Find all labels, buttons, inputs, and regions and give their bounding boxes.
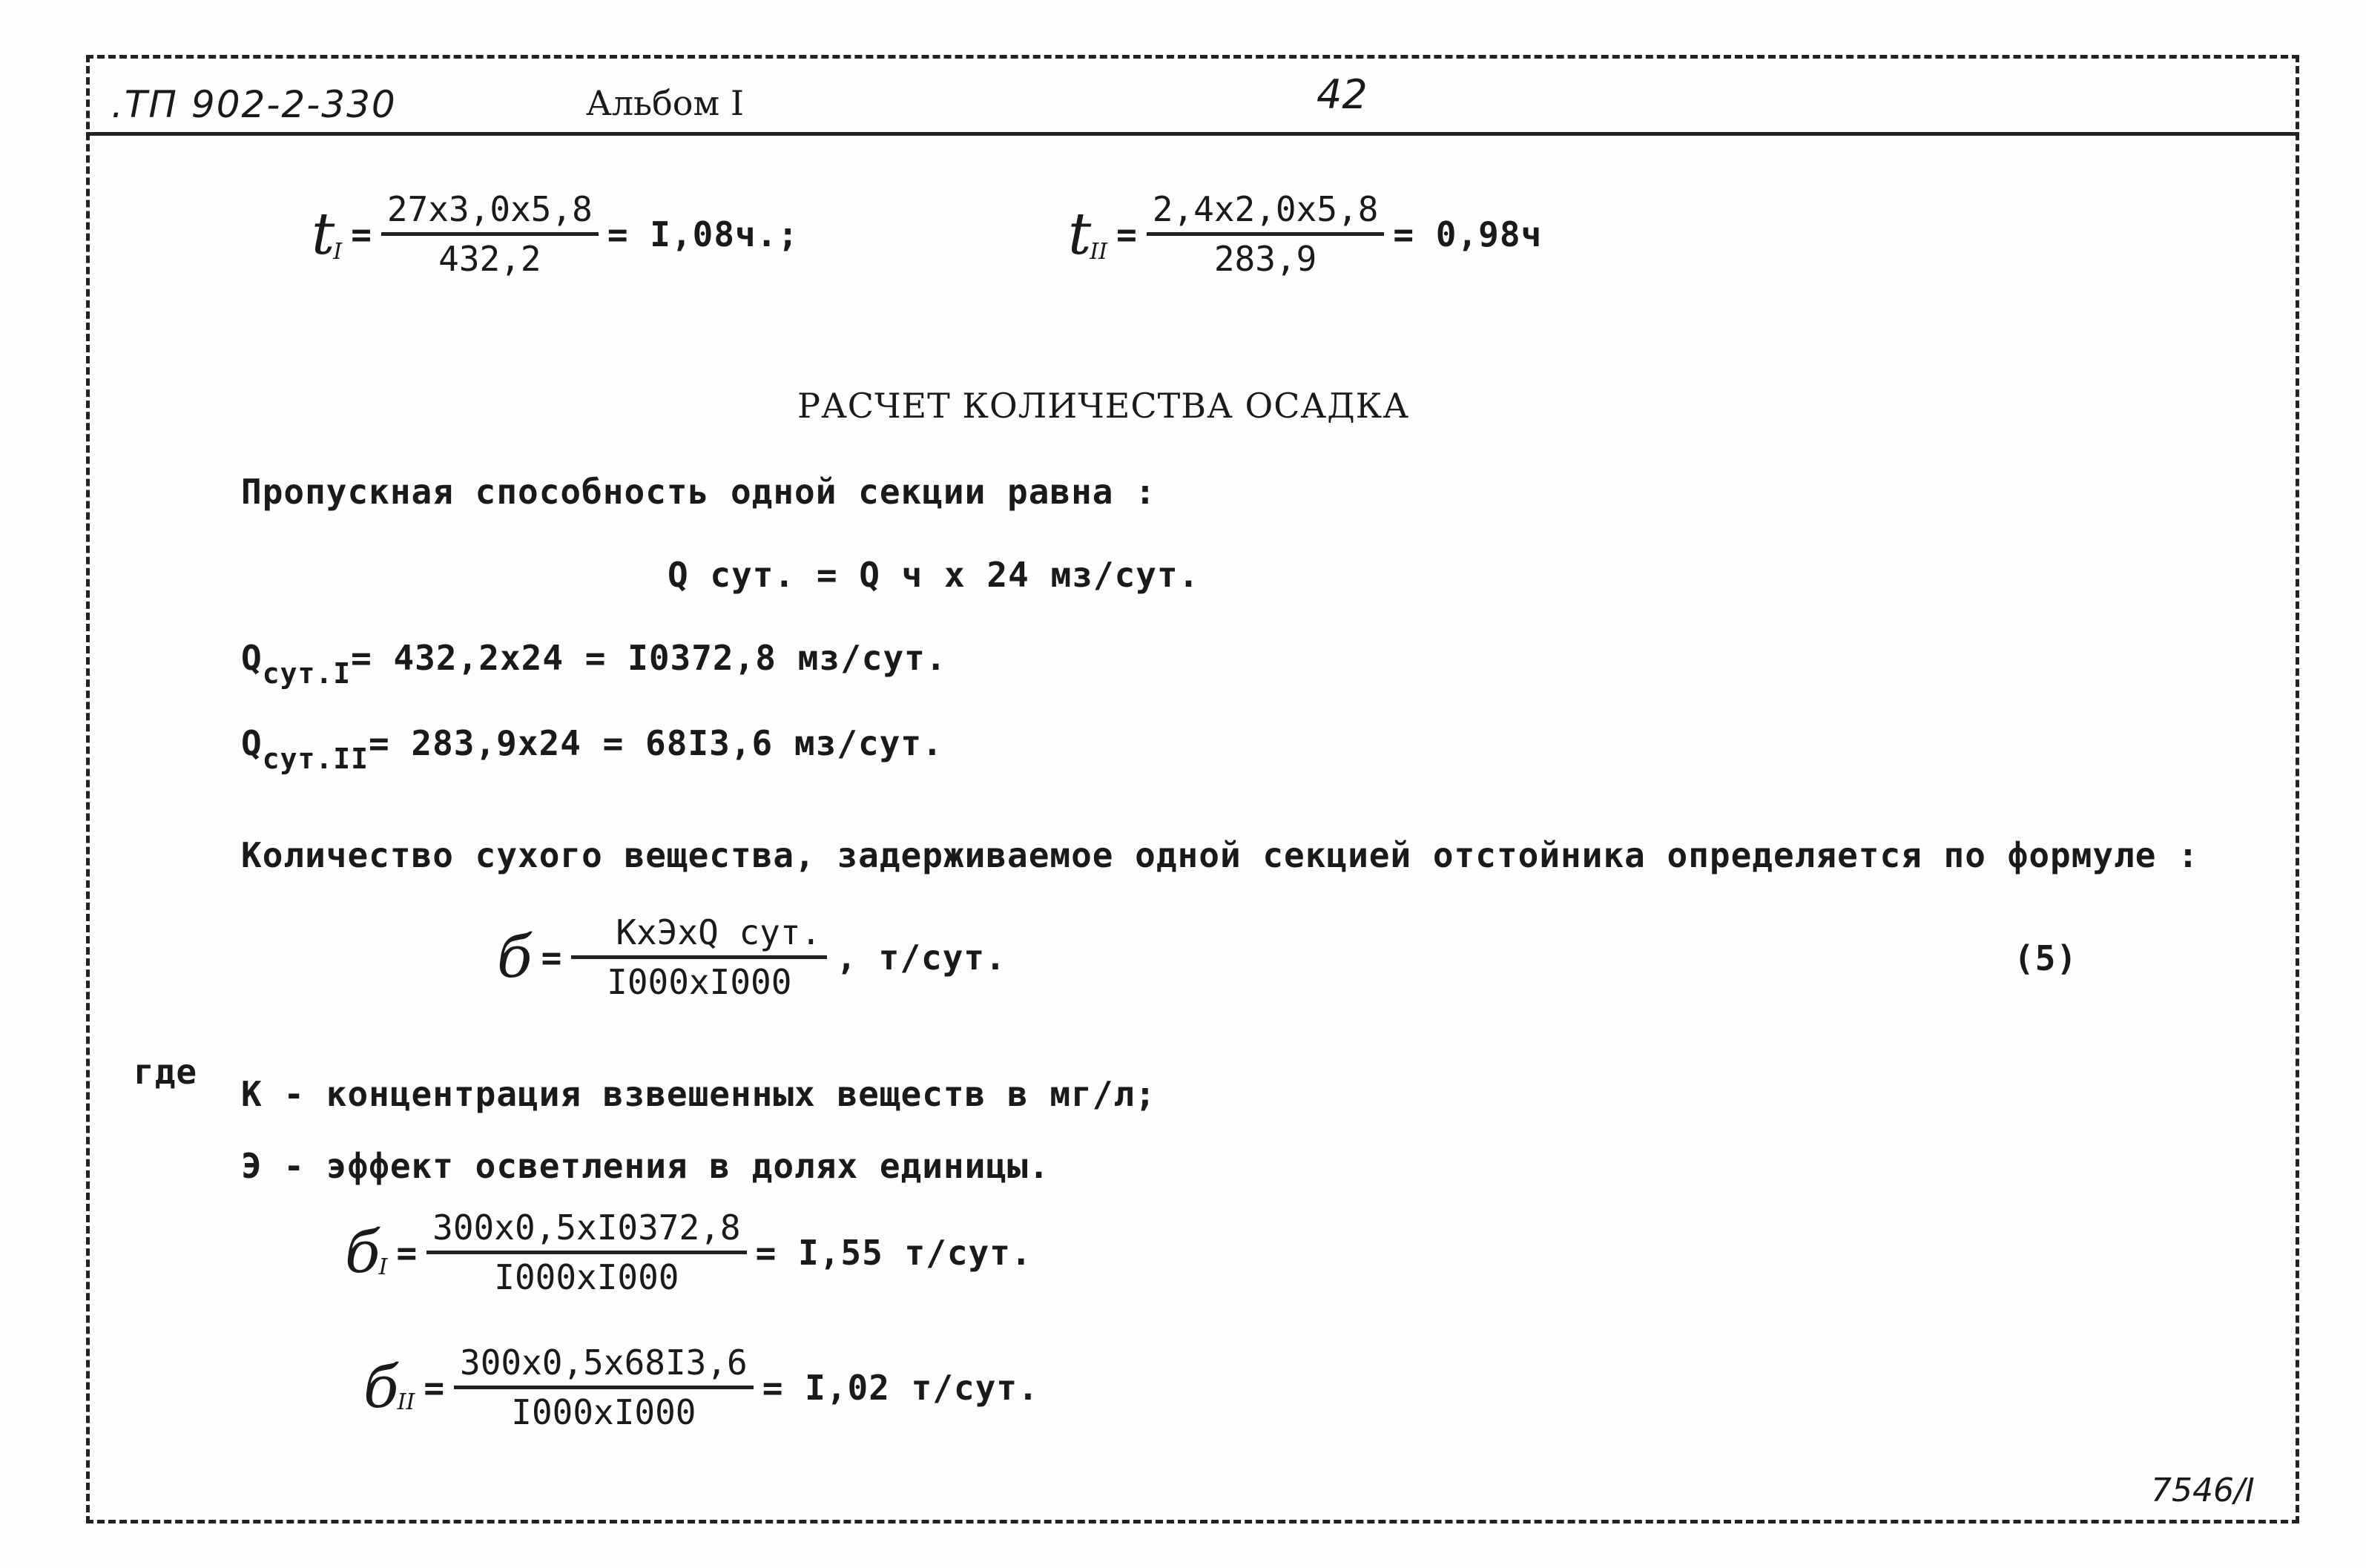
formula5-fraction xyxy=(571,912,827,1002)
t2-result: = 0,98ч xyxy=(1393,214,1543,254)
sigma2-fraction xyxy=(454,1343,754,1432)
sigma1-denominator: I000xI000 xyxy=(494,1257,679,1297)
t1-numerator: 27x3,0x5,8 xyxy=(381,189,599,236)
album-label: Альбом I xyxy=(586,83,745,123)
sigma2-subscript: II xyxy=(397,1389,415,1415)
sigma1-subscript: I xyxy=(378,1254,388,1280)
t2-denominator: 283,9 xyxy=(1213,239,1317,279)
where-label: где xyxy=(134,1052,198,1092)
formula-5: б = $\frac{\text{КхЭхQ сут.}}{I000xI000}$ , т/сут. xyxy=(497,912,1006,1002)
section-title: РАСЧЕТ КОЛИЧЕСТВА ОСАДКА xyxy=(797,386,1410,426)
t2-subscript: II xyxy=(1090,239,1108,265)
sigma-symbol: б xyxy=(497,923,533,991)
page-number: 42 xyxy=(1317,71,1368,118)
t2-numerator: 2,4x2,0x5,8 xyxy=(1147,189,1385,236)
formula-number: (5) xyxy=(2014,938,2078,978)
doc-code: .ТП 902-2-330 xyxy=(111,83,397,126)
header-divider xyxy=(86,132,2299,136)
sigma2-result: = I,02 т/сут. xyxy=(762,1367,1039,1408)
footer-code: 7546/I xyxy=(2151,1472,2255,1509)
definition-k: К - концентрация взвешенных веществ в мг/л; xyxy=(241,1074,1156,1114)
formula-t2: t II = $\frac{2,4x2,0x5,8}{283,9}$ = 0,98ч xyxy=(1068,189,1543,279)
formula-t1: t I = $\frac{27x3,0x5,8}{432,2}$ = I,08ч.; xyxy=(312,189,800,279)
capacity-text: Пропускная способность одной секции равна : xyxy=(241,472,1156,512)
sigma2-denominator: I000xI000 xyxy=(511,1392,696,1432)
formula5-unit: , т/сут. xyxy=(836,937,1006,978)
q1-formula: $Q_{сут.I}= 432,2x24 = I0372,8$ мз/сут. xyxy=(241,638,947,690)
dry-matter-text: Количество сухого вещества, задерживаемое одной секцией отстойника определяется по формуле : xyxy=(241,835,2199,875)
formula5-denominator: I000xI000 xyxy=(607,962,792,1002)
sigma1-result: = I,55 т/сут. xyxy=(755,1232,1032,1273)
q2-formula: $Q_{сут.II}= 283,9x24 = 68I3,6$ мз/сут. xyxy=(241,723,943,775)
t1-denominator: 432,2 xyxy=(438,239,541,279)
q1-subscript: сут.I xyxy=(262,657,352,690)
sigma2-numerator: 300x0,5x68I3,6 xyxy=(454,1343,754,1389)
formula-sigma1: б I = $\frac{300x0,5xI0372,8}{I000xI000}$ = I,55 т/сут. xyxy=(345,1208,1032,1297)
t1-result: = I,08ч.; xyxy=(607,214,800,254)
t1-fraction xyxy=(381,189,599,279)
definition-e: Э - эффект осветления в долях единицы. xyxy=(241,1146,1050,1186)
t2-fraction xyxy=(1147,189,1385,279)
formula-sigma2: б II = $\frac{300x0,5x68I3,6}{I000xI000}$ = I,02 т/сут. xyxy=(363,1343,1039,1432)
sigma1-fraction xyxy=(426,1208,746,1297)
q2-subscript: сут.II xyxy=(262,742,369,775)
formula5-numerator: КхЭхQ сут. xyxy=(571,912,827,959)
q-general-formula: Q сут. = Q ч х 24 мз/сут. xyxy=(668,555,1200,595)
t1-subscript: I xyxy=(333,239,343,265)
sigma1-numerator: 300x0,5xI0372,8 xyxy=(426,1208,746,1254)
